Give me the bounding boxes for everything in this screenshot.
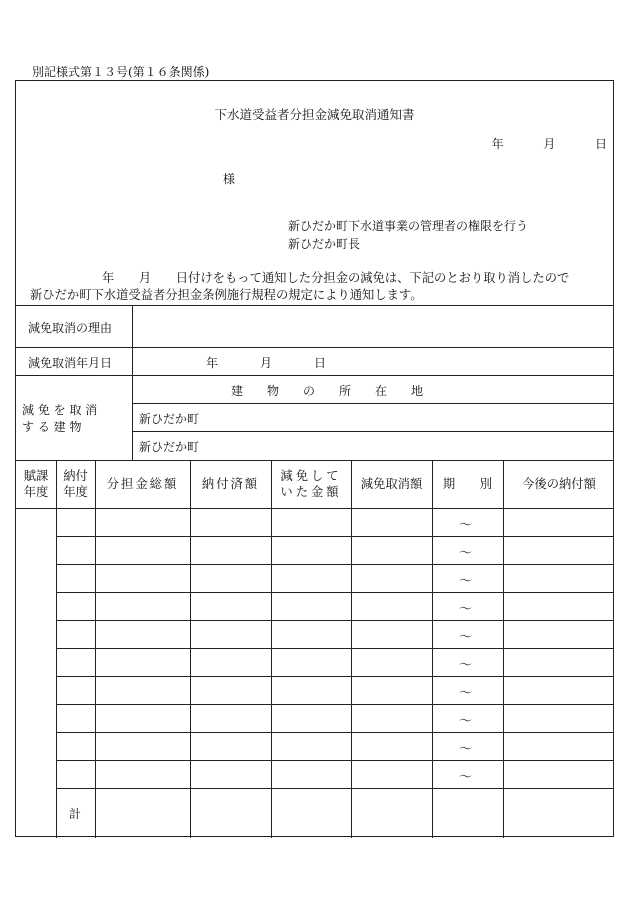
year-label: 年 (491, 137, 504, 151)
month-label: 月 (543, 137, 556, 151)
location-header: 建 物 の 所 在 地 (231, 384, 424, 398)
rule (271, 460, 272, 838)
rule (503, 460, 504, 838)
rule (16, 508, 613, 509)
rule (16, 347, 613, 348)
rule (56, 648, 613, 649)
period-range-mark: ～ (459, 518, 473, 533)
header-paid-amount: 納付済額 (201, 477, 260, 491)
header-future-payment: 今後の納付額 (522, 477, 596, 491)
period-range-mark: ～ (459, 574, 473, 589)
cancel-day-label: 日 (314, 356, 327, 370)
rule (56, 620, 613, 621)
notice-form (15, 80, 614, 837)
address-2: 新ひだか町 (139, 440, 200, 454)
header-total-amount: 分担金総額 (106, 477, 179, 491)
rule (56, 676, 613, 677)
rule (56, 564, 613, 565)
issuer-line-2: 新ひだか町長 (288, 237, 361, 251)
period-range-mark: ～ (459, 546, 473, 561)
header-payment-year: 納付 年度 (63, 469, 88, 499)
rule (56, 592, 613, 593)
document-title: 下水道受益者分担金減免取消通知書 (214, 107, 415, 122)
reason-label: 減免取消の理由 (28, 321, 113, 335)
rule (16, 460, 613, 461)
rule (190, 460, 191, 838)
notice-body (30, 270, 609, 304)
addressee: 様 (223, 172, 236, 186)
rule (56, 788, 613, 789)
rule (132, 403, 613, 404)
header-cancelled-amount: 減免取消額 (360, 477, 423, 491)
rule (95, 460, 96, 838)
period-range-mark: ～ (459, 770, 473, 785)
cancel-date-label: 減免取消年月日 (28, 356, 113, 370)
issuer-line-1: 新ひだか町下水道事業の管理者の権限を行う (288, 219, 529, 233)
period-range-mark: ～ (459, 714, 473, 729)
rule (16, 305, 613, 306)
period-range-mark: ～ (459, 602, 473, 617)
rule (432, 460, 433, 838)
period-range-mark: ～ (459, 658, 473, 673)
body-line-1: 年 月 日付けをもって通知した分担金の減免は、下記のとおり取り消したので (102, 271, 570, 285)
rule (56, 760, 613, 761)
form-number: 別記様式第１３号(第１６条関係) (32, 65, 210, 79)
period-range-mark: ～ (459, 742, 473, 757)
rule (132, 305, 133, 460)
cancel-month-label: 月 (260, 356, 273, 370)
rule (56, 536, 613, 537)
address-1: 新ひだか町 (139, 412, 200, 426)
rule (132, 431, 613, 432)
cancel-year-label: 年 (206, 356, 219, 370)
day-label: 日 (594, 137, 607, 151)
building-label-line-2: す る 建 物 (22, 420, 82, 434)
sum-label: 計 (69, 807, 82, 821)
rule (16, 375, 613, 376)
building-label-line-1: 減 免 を 取 消 (22, 403, 98, 417)
issue-date (492, 135, 607, 152)
header-period: 期 別 (442, 477, 493, 491)
issuer-block (288, 217, 528, 253)
body-line-2: 新ひだか町下水道受益者分担金条例施行規程の規定により通知します。 (30, 288, 423, 302)
header-tax-year: 賦課 年度 (23, 469, 49, 499)
header-exempt-amount: 減免して いた金額 (280, 469, 342, 499)
rule (56, 460, 57, 838)
rule (56, 732, 613, 733)
period-range-mark: ～ (459, 630, 473, 645)
rule (351, 460, 352, 838)
rule (56, 704, 613, 705)
period-range-mark: ～ (459, 686, 473, 701)
